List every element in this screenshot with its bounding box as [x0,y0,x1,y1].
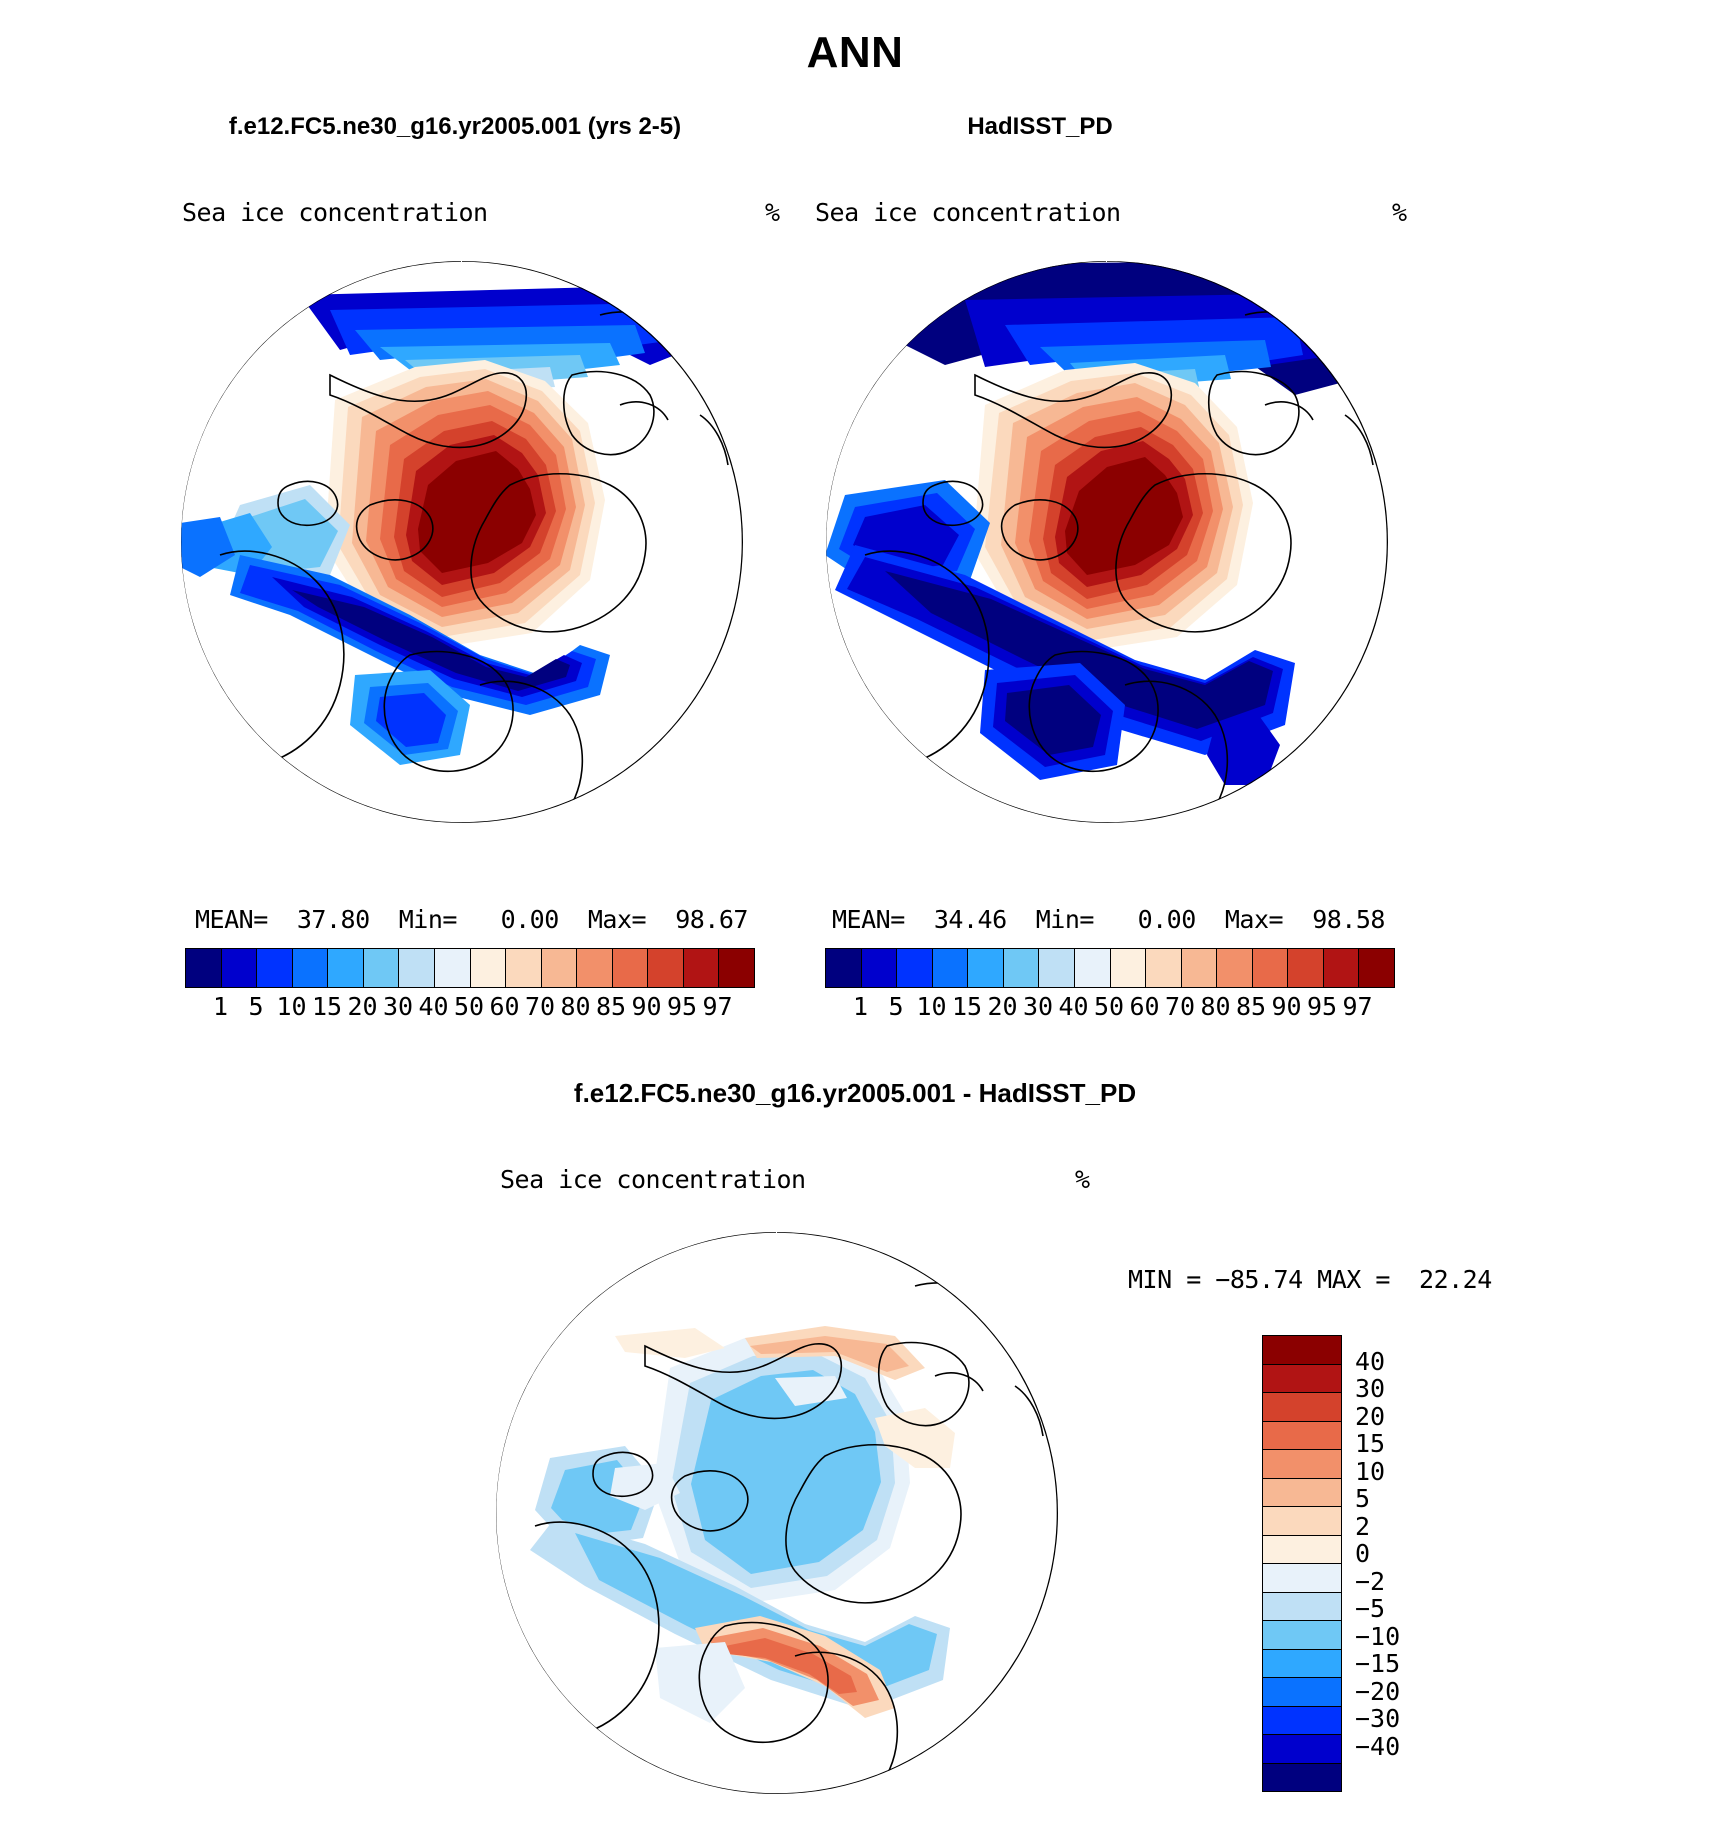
colorbar-swatch [1263,1764,1341,1792]
colorbar-tick-label: −5 [1355,1594,1386,1623]
diff-colorbar [1262,1335,1342,1792]
colorbar-swatch [577,949,613,987]
colorbar-tick-label: 10 [1355,1456,1386,1486]
figure-title: ANN [806,28,904,77]
colorbar-tick-label: 90 [1271,992,1302,1021]
colorbar-swatch [933,949,969,987]
colorbar-swatch [1004,949,1040,987]
colorbar-swatch [186,949,222,987]
colorbar-tick-label: −30 [1355,1704,1401,1733]
colorbar-swatch [862,949,898,987]
colorbar-tick-label: −15 [1355,1649,1401,1678]
colorbar-swatch [399,949,435,987]
colorbar-tick-label: 20 [1355,1401,1386,1431]
colorbar-tick-label: 5 [1355,1484,1371,1513]
colorbar-swatch [1359,949,1394,987]
colorbar-tick-label: 0 [1355,1539,1371,1568]
colorbar-swatch [1253,949,1289,987]
colorbar-tick-label: 50 [453,992,485,1021]
colorbar-tick-label: 40 [418,992,449,1021]
left-polar-map [180,255,745,830]
left-stats: MEAN= 37.80 Min= 0.00 Max= 98.67 [195,905,748,934]
left-colorbar [185,948,755,988]
colorbar-swatch [648,949,684,987]
colorbar-swatch [1182,949,1218,987]
colorbar-swatch [1146,949,1182,987]
colorbar-swatch [1263,1393,1341,1422]
diff-unit-label: % [1075,1165,1090,1194]
right-variable-label: Sea ice concentration [815,198,1121,227]
colorbar-tick-label: 80 [560,992,591,1021]
colorbar-swatch [1263,1479,1341,1508]
colorbar-tick-label: 85 [595,992,627,1021]
colorbar-tick-label: 30 [382,992,414,1021]
colorbar-swatch [1263,1564,1341,1593]
colorbar-swatch [1263,1621,1341,1650]
colorbar-tick-label: 95 [1306,992,1338,1021]
colorbar-tick-label: 60 [489,992,520,1021]
colorbar-tick-label: 30 [1022,992,1054,1021]
diff-polar-map [495,1218,1060,1808]
colorbar-tick-label: 2 [1355,1511,1371,1541]
colorbar-swatch [1263,1707,1341,1736]
right-polar-map [825,255,1390,830]
colorbar-swatch [1039,949,1075,987]
colorbar-swatch [1263,1536,1341,1565]
diff-colorbar-labels [1355,1335,1475,1775]
colorbar-tick-label: 40 [1058,992,1089,1021]
diff-variable-label: Sea ice concentration [500,1165,806,1194]
right-colorbar [825,948,1395,988]
colorbar-swatch [826,949,862,987]
colorbar-tick-label: 85 [1235,992,1267,1021]
colorbar-swatch [1263,1507,1341,1536]
colorbar-tick-label: 1 [852,992,869,1021]
colorbar-tick-label: −10 [1355,1621,1401,1651]
colorbar-swatch [1075,949,1111,987]
colorbar-tick-label: −2 [1355,1566,1386,1596]
colorbar-swatch [435,949,471,987]
colorbar-tick-label: 20 [987,992,1018,1021]
colorbar-tick-label: 80 [1200,992,1231,1021]
colorbar-tick-label: 1 [212,992,229,1021]
colorbar-tick-label: 15 [1355,1429,1386,1458]
colorbar-tick-label: 15 [311,992,343,1021]
colorbar-tick-label: 15 [951,992,983,1021]
colorbar-tick-label: 40 [1355,1346,1386,1376]
colorbar-tick-label: 10 [916,992,947,1021]
colorbar-swatch [1263,1650,1341,1679]
left-variable-label: Sea ice concentration [182,198,488,227]
left-unit-label: % [765,198,780,227]
colorbar-tick-label: 5 [248,992,264,1021]
colorbar-swatch [1263,1735,1341,1764]
diff-stats: MIN = −85.74 MAX = 22.24 [1128,1265,1492,1294]
right-panel-title: HadISST_PD [967,113,1113,140]
colorbar-tick-label: 20 [347,992,378,1021]
colorbar-swatch [1324,949,1360,987]
colorbar-tick-label: 50 [1093,992,1125,1021]
colorbar-tick-label: 70 [1164,992,1196,1021]
colorbar-swatch [613,949,649,987]
colorbar-swatch [1263,1422,1341,1451]
colorbar-swatch [719,949,754,987]
colorbar-swatch [542,949,578,987]
colorbar-tick-label: 10 [276,992,307,1021]
colorbar-tick-label: 5 [888,992,904,1021]
colorbar-tick-label: −40 [1355,1731,1401,1761]
diff-panel-title: f.e12.FC5.ne30_g16.yr2005.001 - HadISST_PD [573,1078,1137,1108]
colorbar-swatch [1263,1365,1341,1394]
colorbar-swatch [1217,949,1253,987]
colorbar-swatch [328,949,364,987]
colorbar-tick-label: 60 [1129,992,1160,1021]
colorbar-tick-label: 90 [631,992,662,1021]
colorbar-swatch [1111,949,1147,987]
colorbar-tick-label: 30 [1355,1374,1386,1403]
colorbar-swatch [684,949,720,987]
colorbar-swatch [968,949,1004,987]
colorbar-swatch [222,949,258,987]
right-stats: MEAN= 34.46 Min= 0.00 Max= 98.58 [832,905,1385,934]
colorbar-swatch [257,949,293,987]
colorbar-swatch [506,949,542,987]
colorbar-swatch [1263,1450,1341,1479]
colorbar-swatch [1288,949,1324,987]
colorbar-swatch [1263,1593,1341,1622]
colorbar-tick-label: 70 [524,992,556,1021]
left-colorbar-labels [185,992,770,1022]
colorbar-swatch [897,949,933,987]
right-colorbar-labels [825,992,1410,1022]
colorbar-tick-label: −20 [1355,1676,1401,1706]
colorbar-swatch [364,949,400,987]
colorbar-tick-label: 97 [702,992,733,1021]
colorbar-swatch [471,949,507,987]
colorbar-swatch [1263,1678,1341,1707]
colorbar-swatch [1263,1336,1341,1365]
colorbar-tick-label: 95 [666,992,698,1021]
colorbar-swatch [293,949,329,987]
colorbar-tick-label: 97 [1342,992,1373,1021]
left-panel-title: f.e12.FC5.ne30_g16.yr2005.001 (yrs 2-5) [228,113,682,140]
right-unit-label: % [1392,198,1407,227]
